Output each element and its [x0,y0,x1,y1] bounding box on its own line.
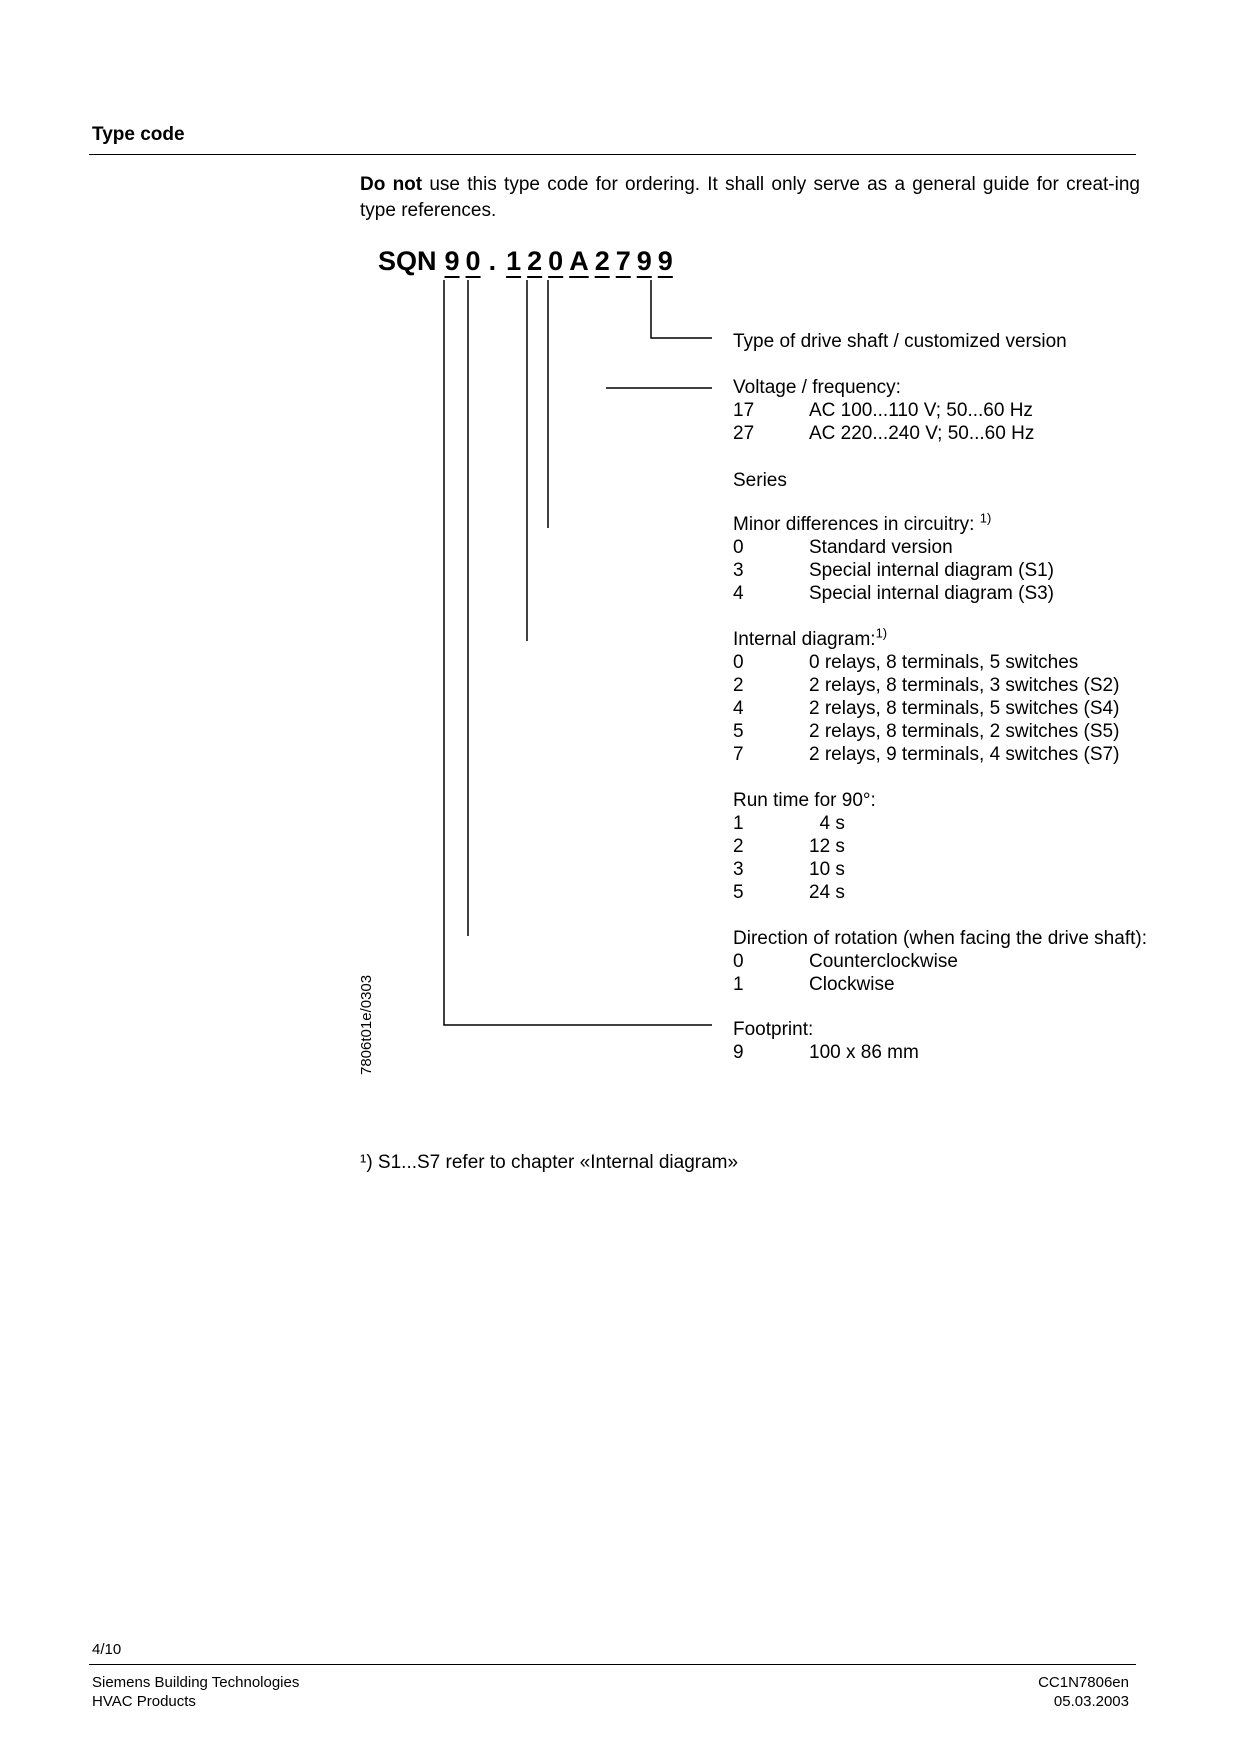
list-item [733,812,876,835]
group-heading: Series [733,470,787,491]
list-item [733,559,1054,582]
item-code: 2 [733,675,744,696]
group-footprint [733,1018,919,1064]
item-code: 4 [733,698,744,719]
page-number: 4/10 [92,1641,122,1658]
group-heading: Run time for 90°: [733,790,876,811]
leader-drive-shaft [651,280,712,338]
item-text: 0 relays, 8 terminals, 5 switches [809,652,1079,673]
code-char-footprint: 9 [444,246,460,276]
item-text: 2 relays, 9 terminals, 4 switches (S7) [809,744,1120,765]
list-item [733,720,1119,743]
code-char-dot: . [488,246,497,276]
item-code: 4 [733,583,744,604]
item-text: Special internal diagram (S1) [809,560,1055,581]
code-char-shaft-1: 9 [636,246,652,276]
item-code: 0 [733,652,744,673]
list-item [733,881,876,904]
code-char-circuitry: 0 [548,246,564,276]
group-series [733,469,787,492]
list-item [733,536,1054,559]
list-item [733,950,1147,973]
footer-company: Siemens Building Technologies [92,1674,300,1691]
item-code: 0 [733,951,744,972]
group-internal-diagram [733,625,1120,766]
code-char-voltage-1: 2 [594,246,610,276]
code-char-internal: 2 [527,246,543,276]
group-heading: Footprint: [733,1019,814,1040]
group-heading: Minor differences in circuitry: $^{1)}$ [733,510,992,535]
item-code: 3 [733,859,744,880]
type-code-prefix: SQN [378,246,437,276]
item-code: 5 [733,721,744,742]
list-item [733,858,876,881]
footer-division: HVAC Products [92,1693,196,1710]
list-item [733,743,1119,766]
list-item [733,582,1054,605]
footer-doc-code: CC1N7806en [1038,1674,1129,1691]
list-item [733,674,1119,697]
item-text: AC 220...240 V; 50...60 Hz [809,423,1035,444]
code-char-voltage-2: 7 [615,246,631,276]
group-heading: Internal diagram:$^{1)}$ [733,625,888,650]
item-text: 12 s [809,836,845,857]
item-code: 0 [733,537,744,558]
group-heading: Direction of rotation (when facing the drive shaft): [733,928,1147,949]
figure-id: 7806t01e/0303 [358,974,375,1075]
item-code: 17 [733,400,755,421]
code-char-series: A [569,246,589,276]
group-circuitry [733,510,1055,605]
group-rotation [733,927,1147,996]
code-char-runtime: 1 [506,246,522,276]
item-text: 2 relays, 8 terminals, 3 switches (S2) [809,675,1120,696]
footer-rule [89,1664,1136,1665]
item-code: 1 [733,813,744,834]
list-item [733,697,1119,720]
list-item [733,399,1034,422]
footnote: ¹) S1...S7 refer to chapter «Internal diagram» [360,1152,739,1173]
item-text: Clockwise [809,974,895,995]
item-text: 100 x 86 mm [809,1042,919,1063]
list-item [733,422,1034,445]
item-code: 27 [733,423,755,444]
item-text: Special internal diagram (S3) [809,583,1055,604]
group-runtime [733,789,876,904]
intro-text: use this type code for ordering. It shall only serve as a general guide for creat-ing type references. [360,174,1140,221]
group-drive-shaft [733,330,1067,353]
leader-footprint [444,280,712,1025]
item-text: Counterclockwise [809,951,958,972]
list-item [733,973,1147,996]
item-code: 3 [733,560,744,581]
footer-date: 05.03.2003 [1053,1693,1129,1710]
item-text: 10 s [809,859,845,880]
item-code: 2 [733,836,744,857]
group-heading: Voltage / frequency: [733,377,901,398]
item-code: 5 [733,882,744,903]
item-code: 9 [733,1042,744,1063]
item-text: 24 s [809,882,845,903]
section-title: Type code [92,124,185,145]
item-text: Standard version [809,537,953,558]
item-text: 2 relays, 8 terminals, 2 switches (S5) [809,721,1120,742]
list-item [733,651,1119,674]
code-char-shaft-2: 9 [657,246,673,276]
intro-bold: Do not [360,174,423,195]
list-item [733,1041,919,1064]
list-item [733,835,876,858]
item-code: 1 [733,974,744,995]
item-code: 7 [733,744,744,765]
item-text: 4 s [809,813,845,834]
item-text: AC 100...110 V; 50...60 Hz [809,400,1033,421]
group-voltage [733,376,1034,445]
group-heading: Type of drive shaft / customized version [733,331,1067,352]
code-char-rotation: 0 [465,246,481,276]
item-text: 2 relays, 8 terminals, 5 switches (S4) [809,698,1120,719]
